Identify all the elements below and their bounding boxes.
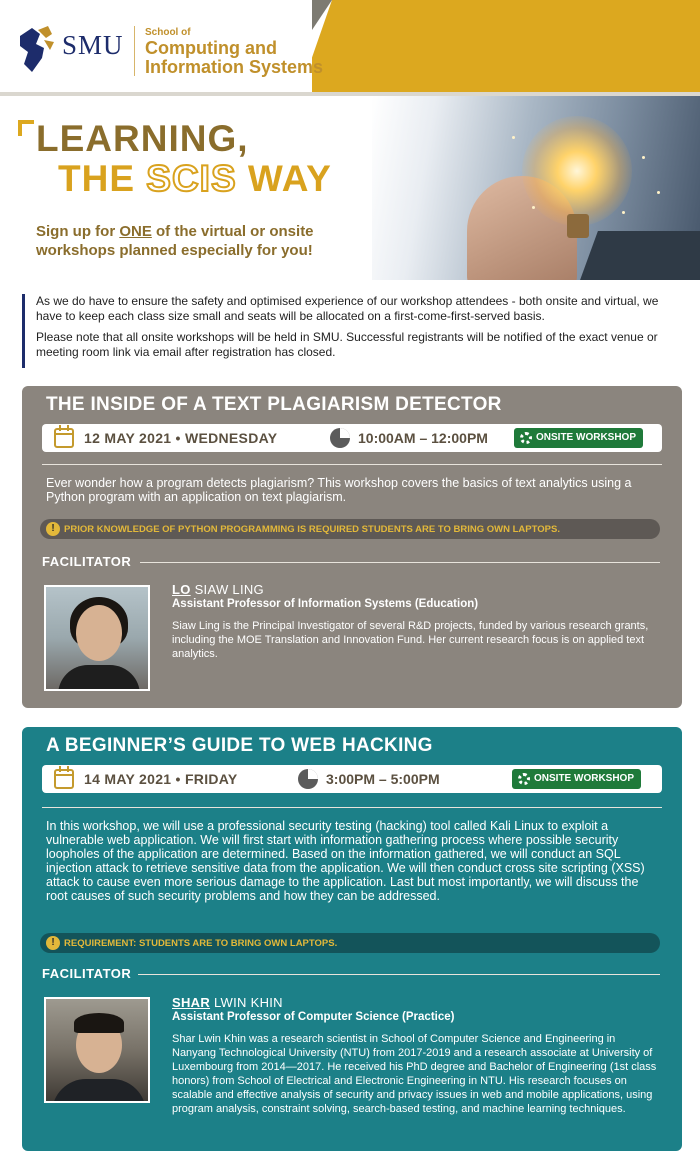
workshop-date: 12 MAY 2021 • WEDNESDAY <box>84 430 278 446</box>
workshop-description: Ever wonder how a program detects plagiarism? This workshop covers the basics of text analytics using a Python program with an application on text plagiarism. <box>46 476 632 504</box>
network-dot <box>512 136 515 139</box>
body-shape <box>58 665 140 691</box>
hero-subtitle <box>36 222 366 260</box>
exclamation-icon: ! <box>46 936 60 950</box>
hair-shape <box>74 1013 124 1033</box>
workshop-card-web-hacking <box>22 727 682 1151</box>
hero-title-line2 <box>58 158 332 200</box>
workshop-time: 3:00PM – 5:00PM <box>326 771 440 787</box>
workshop-info-bar <box>42 765 662 793</box>
workshop-time: 10:00AM – 12:00PM <box>358 430 488 446</box>
bulb-glow <box>522 116 632 226</box>
logo-divider <box>134 26 135 76</box>
requirement-banner <box>40 933 660 953</box>
network-dot <box>642 156 645 159</box>
intro-paragraph-1: As we do have to ensure the safety and optimised experience of our workshop attendees - both onsite and virtual, we have to keep each class size small and seats will be allocated on a first-come-first-served basis. <box>36 294 659 323</box>
exclamation-icon: ! <box>46 522 60 536</box>
clock-icon <box>330 428 350 448</box>
workshop-mode: ONSITE WORKSHOP <box>536 432 637 443</box>
facilitator-given-name: LWIN KHIN <box>213 995 283 1010</box>
facilitator-surname: SHAR <box>172 995 211 1010</box>
hero-title-suffix: WAY <box>236 158 332 199</box>
head-shape <box>76 605 122 661</box>
facilitator-bio: Siaw Ling is the Principal Investigator of several R&D projects, funded by various research grants, including the MOE Translation and Innovation Fund. Her current research focus is on applied text analytics. <box>172 620 649 660</box>
network-dot <box>622 211 625 214</box>
school-prefix: School of <box>145 27 191 38</box>
header-triangle-accent <box>312 0 332 30</box>
gear-icon <box>518 773 530 785</box>
workshop-mode: ONSITE WORKSHOP <box>534 773 635 784</box>
requirement-text: REQUIREMENT: STUDENTS ARE TO BRING OWN LAPTOPS. <box>64 938 338 949</box>
smu-lion-logo-icon <box>18 24 58 74</box>
network-dot <box>657 191 660 194</box>
network-dot <box>532 206 535 209</box>
workshop-info-bar <box>42 424 662 452</box>
body-shape <box>52 1079 146 1103</box>
hero-title-line1: LEARNING, <box>36 118 249 159</box>
facilitator-bio: Shar Lwin Khin was a research scientist in School of Computer Science and Engineering in Nanyang Technological University (NTU) from 2017-2019 and a research associate at University of Luxembourg from 2014—2017. He received his PhD degree and Bachelor of Engineering (1st class honors) from School of Electrical and Electronic Engineering in NTU. His research focuses on scalable and effective analysis of security and privacy issues in web and mobile applications, using program analysis, constraint solving, search-based testing, and machine learning techniques. <box>172 1033 657 1115</box>
hero-title-highlight: SCIS <box>146 158 237 199</box>
facilitator-surname: LO <box>172 582 191 597</box>
hero-sub-after: of the virtual or onsite workshops planned especially for you! <box>36 223 314 259</box>
onsite-workshop-badge <box>512 769 641 789</box>
clock-icon <box>298 769 318 789</box>
workshop-title: A BEGINNER’S GUIDE TO WEB HACKING <box>46 735 433 756</box>
intro-paragraph-2: Please note that all onsite workshops will be held in SMU. Successful registrants will be notified of the exact venue or meeting room link via email after registration has closed. <box>36 330 658 359</box>
facilitator-label: FACILITATOR <box>42 966 132 981</box>
bulb-base <box>567 214 589 238</box>
hero-sub-before: Sign up for <box>36 223 120 240</box>
header-gold-band <box>312 0 700 92</box>
gear-icon <box>520 432 532 444</box>
facilitator-name <box>172 995 283 1010</box>
school-name-line1: Computing and <box>145 38 277 58</box>
facilitator-photo <box>44 585 150 691</box>
hero-sub-emphasis: ONE <box>119 223 152 240</box>
workshop-date: 14 MAY 2021 • FRIDAY <box>84 771 238 787</box>
requirement-banner <box>40 519 660 539</box>
hero-title-prefix: THE <box>58 158 147 199</box>
divider <box>42 807 662 808</box>
lightbulb-hand-image <box>372 96 700 280</box>
facilitator-given-name: SIAW LING <box>194 582 264 597</box>
facilitator-label: FACILITATOR <box>42 554 132 569</box>
facilitator-role: Assistant Professor of Computer Science (Practice) <box>172 1011 455 1023</box>
hero-corner-accent <box>18 120 34 136</box>
workshop-title: THE INSIDE OF A TEXT PLAGIARISM DETECTOR <box>46 394 502 415</box>
facilitator-name <box>172 582 264 597</box>
divider <box>42 464 662 465</box>
requirement-text: PRIOR KNOWLEDGE OF PYTHON PROGRAMMING IS REQUIRED STUDENTS ARE TO BRING OWN LAPTOPS. <box>64 524 560 535</box>
workshop-card-plagiarism <box>22 386 682 708</box>
school-name-line2: Information Systems <box>145 57 324 77</box>
onsite-workshop-badge <box>514 428 643 448</box>
facilitator-rule <box>140 562 660 563</box>
facilitator-rule <box>138 974 660 975</box>
laptop-shape <box>576 231 700 280</box>
calendar-icon <box>54 428 74 448</box>
intro-notice <box>22 294 684 368</box>
calendar-icon <box>54 769 74 789</box>
workshop-description: In this workshop, we will use a professional security testing (hacking) tool called Kali Linux to exploit a vulnerable web application. We will first start with information gathering process where possible security loopholes of the application are determined. Based on the information gathered, we will conduct an SQL injection attack to retrieve sensitive data from the application. We will then conduct cross site scripting (XSS) attack to cause even more serious damage to the application. Last but most importantly, we will discuss the root causes of such security problems and how they can be addressed. <box>46 819 645 903</box>
school-name <box>145 39 323 77</box>
facilitator-photo <box>44 997 150 1103</box>
header <box>0 0 700 92</box>
smu-logo-text: SMU <box>62 30 124 60</box>
facilitator-role: Assistant Professor of Information Systems (Education) <box>172 598 479 610</box>
